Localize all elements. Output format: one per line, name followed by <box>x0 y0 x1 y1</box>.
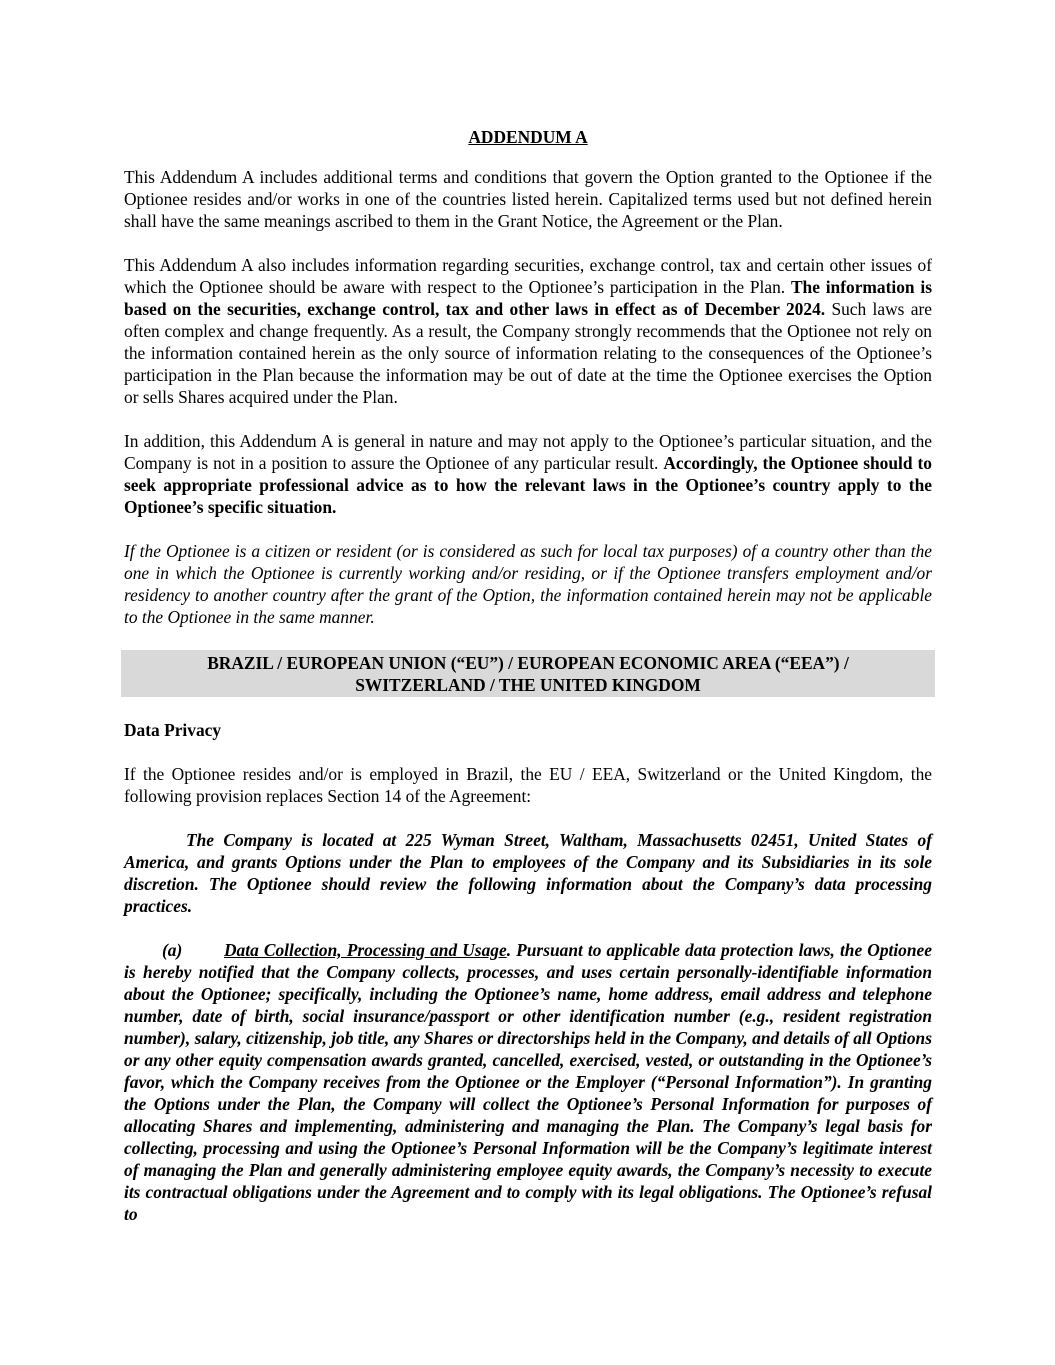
information-bold-text: The information is based on the securities, exchange control, tax and other laws in effect as of December 2024. <box>124 277 932 319</box>
intro-paragraph: This Addendum A includes additional terms and conditions that govern the Option granted to the Optionee if the Optionee resides and/or works in one of the countries listed herein. Capitalized terms used but not defined herein shall have the same meanings ascribed to them in the Grant Notice, the Agreement or the Plan. <box>124 167 932 231</box>
banner-line-2: SWITZERLAND / THE UNITED KINGDOM <box>355 675 701 695</box>
general-nature-bold-text: Accordingly, the Optionee should to seek appropriate professional advice as to how the relevant laws in the Optionee’s country apply to the Optionee’s specific situation. <box>124 453 932 517</box>
clause-label: (a) <box>162 940 183 960</box>
clause-title: Data Collection, Processing and Usage <box>224 940 507 960</box>
information-paragraph <box>124 254 932 408</box>
information-text-continued: Such laws are often complex and change frequently. As a result, the Company strongly recommends that the Optionee not rely on the information contained herein as the only source of information relating to the consequences of the Optionee’s participation in the Plan because the information may be out of date at the time the Optionee exercises the Option or sells Shares acquired under the Plan. <box>124 299 932 407</box>
general-nature-text: In addition, this Addendum A is general in nature and may not apply to the Optionee’s particular situation, and the Company is not in a position to assure the Optionee of any particular result. <box>124 431 932 473</box>
company-location-paragraph: The Company is located at 225 Wyman Street, Waltham, Massachusetts 02451, United States of America, and grants Options under the Plan to employees of the Company and its Subsidiaries in its sole discretion. The Optionee should review the following information about the Company’s data processing practices. <box>124 830 932 916</box>
information-text: This Addendum A also includes information regarding securities, exchange control, tax and certain other issues of which the Optionee should be aware with respect to the Optionee’s participation in the Plan. <box>124 255 932 297</box>
document-title: ADDENDUM A <box>468 127 588 147</box>
data-collection-paragraph <box>124 939 932 1225</box>
country-section-banner <box>121 650 935 697</box>
banner-line-1: BRAZIL / EUROPEAN UNION (“EU”) / EUROPEAN ECONOMIC AREA (“EEA”) / <box>207 653 849 673</box>
section-heading: Data Privacy <box>124 720 222 740</box>
citizen-resident-paragraph: If the Optionee is a citizen or resident (or is considered as such for local tax purposes) of a country other than the one in which the Optionee is currently working and/or residing, or if the Optionee transfers employment and/or residency to another country after the grant of the Option, the information contained herein may not be applicable to the Optionee in the same manner. <box>124 541 932 627</box>
document-page <box>124 126 932 1247</box>
general-nature-paragraph <box>124 430 932 518</box>
replacement-provision-paragraph: If the Optionee resides and/or is employed in Brazil, the EU / EEA, Switzerland or the United Kingdom, the following provision replaces Section 14 of the Agreement: <box>124 764 932 806</box>
clause-text: . Pursuant to applicable data protection laws, the Optionee is hereby notified that the Company collects, processes, and uses certain personally-identifiable information about the Optionee; specifically, including the Optionee’s name, home address, email address and telephone number, date of birth, social insurance/passport or other identification number (e.g., resident registration number), salary, citizenship, job title, any Shares or directorships held in the Company, and details of all Options or any other equity compensation awards granted, cancelled, exercised, vested, or outstanding in the Optionee’s favor, which the Company receives from the Optionee or the Employer (“Personal Information”). In granting the Options under the Plan, the Company will collect the Optionee’s Personal Information for purposes of allocating Shares and implementing, administering and managing the Plan. The Company’s legal basis for collecting, processing and using the Optionee’s Personal Information will be the Company’s legitimate interest of managing the Plan and generally administering employee equity awards, the Company’s necessity to execute its contractual obligations under the Agreement and to comply with its legal obligations. The Optionee’s refusal to <box>124 940 932 1224</box>
